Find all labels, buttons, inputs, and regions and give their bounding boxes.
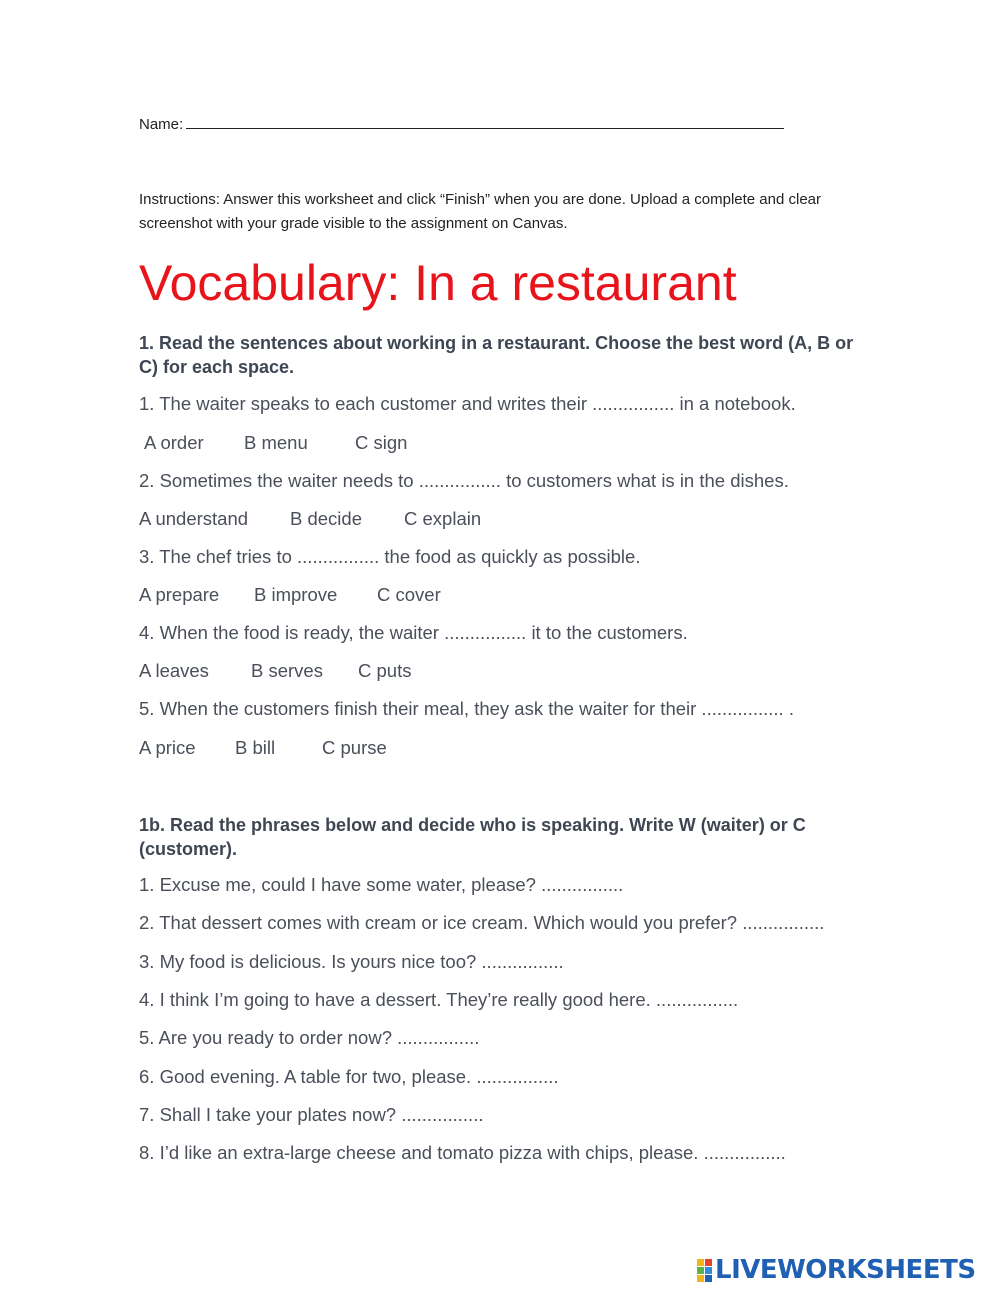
option-b[interactable]: B bill <box>235 737 276 758</box>
phrase-4: 4. I think I’m going to have a dessert. They’re really good here. ................ <box>139 989 739 1010</box>
question-3: 3. The chef tries to ................ the food as quickly as possible. <box>139 546 641 567</box>
option-a[interactable]: A order <box>144 432 204 453</box>
question-5: 5. When the customers finish their meal, they ask the waiter for their ................ . <box>139 698 794 719</box>
question-2-options <box>139 508 481 530</box>
phrase-1: 1. Excuse me, could I have some water, please? ................ <box>139 874 624 895</box>
section1-heading: 1. Read the sentences about working in a restaurant. Choose the best word (A, B or C) for each space. <box>139 333 854 377</box>
option-b[interactable]: B improve <box>254 584 338 605</box>
question-4: 4. When the food is ready, the waiter ................ it to the customers. <box>139 622 688 643</box>
option-c[interactable]: C purse <box>322 737 387 758</box>
question-3-options <box>139 584 441 606</box>
option-c[interactable]: C cover <box>377 584 441 605</box>
option-b[interactable]: B serves <box>251 660 323 681</box>
option-a[interactable]: A leaves <box>139 660 209 681</box>
instructions: Instructions: Answer this worksheet and click “Finish” when you are done. Upload a complete and clear screenshot with your grade visible to the assignment on Canvas. <box>139 191 822 232</box>
logo-block <box>697 1275 704 1282</box>
phrase-2: 2. That dessert comes with cream or ice cream. Which would you prefer? ................ <box>139 912 825 933</box>
question-4-options <box>139 660 411 682</box>
phrase-6: 6. Good evening. A table for two, please. ................ <box>139 1066 559 1087</box>
section2-heading: 1b. Read the phrases below and decide who is speaking. Write W (waiter) or C (customer). <box>139 815 806 859</box>
question-1-options <box>144 432 407 454</box>
question-5-options <box>139 737 387 759</box>
question-2: 2. Sometimes the waiter needs to ................ to customers what is in the dishes. <box>139 470 789 491</box>
logo-block <box>705 1275 712 1282</box>
name-label: Name: <box>139 116 184 133</box>
phrase-7: 7. Shall I take your plates now? ................ <box>139 1104 484 1125</box>
option-b[interactable]: B menu <box>244 432 308 453</box>
name-field <box>139 116 784 133</box>
option-b[interactable]: B decide <box>290 508 362 529</box>
logo-block <box>705 1259 712 1266</box>
phrase-5: 5. Are you ready to order now? ................ <box>139 1027 480 1048</box>
phrase-8: 8. I’d like an extra-large cheese and tomato pizza with chips, please. ................ <box>139 1142 786 1163</box>
option-a[interactable]: A prepare <box>139 584 220 605</box>
option-c[interactable]: C sign <box>355 432 408 453</box>
option-a[interactable]: A understand <box>139 508 249 529</box>
option-a[interactable]: A price <box>139 737 196 758</box>
worksheet-title: Vocabulary: In a restaurant <box>139 255 737 311</box>
question-1: 1. The waiter speaks to each customer and writes their ................ in a notebook. <box>139 393 796 414</box>
option-c[interactable]: C puts <box>358 660 412 681</box>
logo-block <box>697 1267 704 1274</box>
liveworksheets-logo <box>697 1255 976 1285</box>
name-underline <box>186 116 784 129</box>
logo-block <box>705 1267 712 1274</box>
logo-blocks-icon <box>697 1259 712 1282</box>
logo-text: LIVEWORKSHEETS <box>715 1255 976 1285</box>
phrase-3: 3. My food is delicious. Is yours nice too? ................ <box>139 951 564 972</box>
logo-block <box>697 1259 704 1266</box>
option-c[interactable]: C explain <box>404 508 482 529</box>
